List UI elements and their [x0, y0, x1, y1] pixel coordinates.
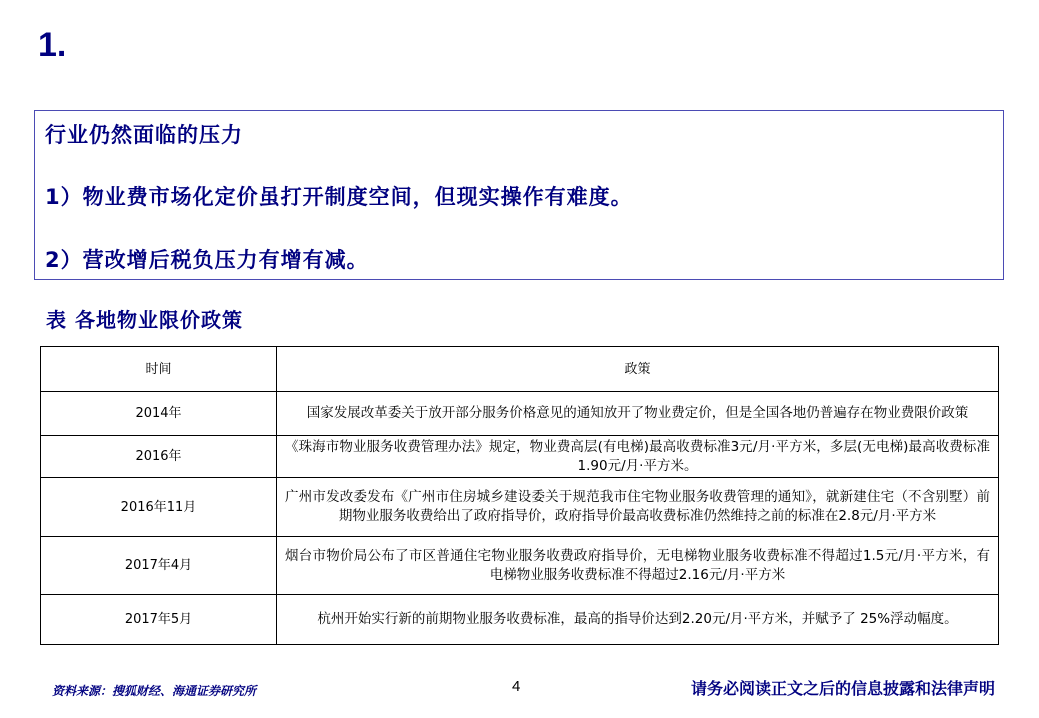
- table-row: [41, 392, 999, 436]
- summary-heading: 行业仍然面临的压力: [45, 123, 243, 147]
- summary-point-2: 2）营改增后税负压力有增有减。: [45, 248, 369, 272]
- row-policy: 广州市发改委发布《广州市住房城乡建设委关于规范我市住宅物业服务收费管理的通知》，就新建住宅（不含别墅）前期物业服务收费给出了政府指导价，政府指导价最高收费标准仍然维持之前的标准在2.8元/月·平方米: [277, 478, 999, 537]
- footer-source: 资料来源：搜狐财经、海通证券研究所: [52, 684, 257, 698]
- table-row: [41, 595, 999, 645]
- policy-table: [40, 346, 999, 645]
- row-time: 2017年4月: [41, 537, 277, 595]
- row-time: 2017年5月: [41, 595, 277, 645]
- row-policy: 国家发展改革委关于放开部分服务价格意见的通知放开了物业费定价，但是全国各地仍普遍存在物业费限价政策: [277, 392, 999, 436]
- summary-point-1: 1）物业费市场化定价虽打开制度空间，但现实操作有难度。: [45, 185, 633, 209]
- column-header-policy: 政策: [277, 347, 999, 392]
- summary-box: [34, 110, 1004, 280]
- table-header-row: [41, 347, 999, 392]
- column-header-time: 时间: [41, 347, 277, 392]
- section-number: 1.: [38, 26, 67, 64]
- table-row: [41, 537, 999, 595]
- row-policy: 杭州开始实行新的前期物业服务收费标准，最高的指导价达到2.20元/月·平方米，并赋予了 25%浮动幅度。: [277, 595, 999, 645]
- table-title: 表 各地物业限价政策: [46, 308, 243, 332]
- page-number: 4: [512, 678, 521, 695]
- row-policy: 烟台市物价局公布了市区普通住宅物业服务收费政府指导价，无电梯物业服务收费标准不得超过1.5元/月·平方米，有电梯物业服务收费标准不得超过2.16元/月·平方米: [277, 537, 999, 595]
- table-row: [41, 478, 999, 537]
- row-time: 2016年11月: [41, 478, 277, 537]
- table-row: [41, 436, 999, 478]
- row-time: 2014年: [41, 392, 277, 436]
- row-time: 2016年: [41, 436, 277, 478]
- footer-disclaimer: 请务必阅读正文之后的信息披露和法律声明: [690, 679, 995, 698]
- row-policy: 《珠海市物业服务收费管理办法》规定，物业费高层(有电梯)最高收费标准3元/月·平方米，多层(无电梯)最高收费标准1.90元/月·平方米。: [277, 436, 999, 478]
